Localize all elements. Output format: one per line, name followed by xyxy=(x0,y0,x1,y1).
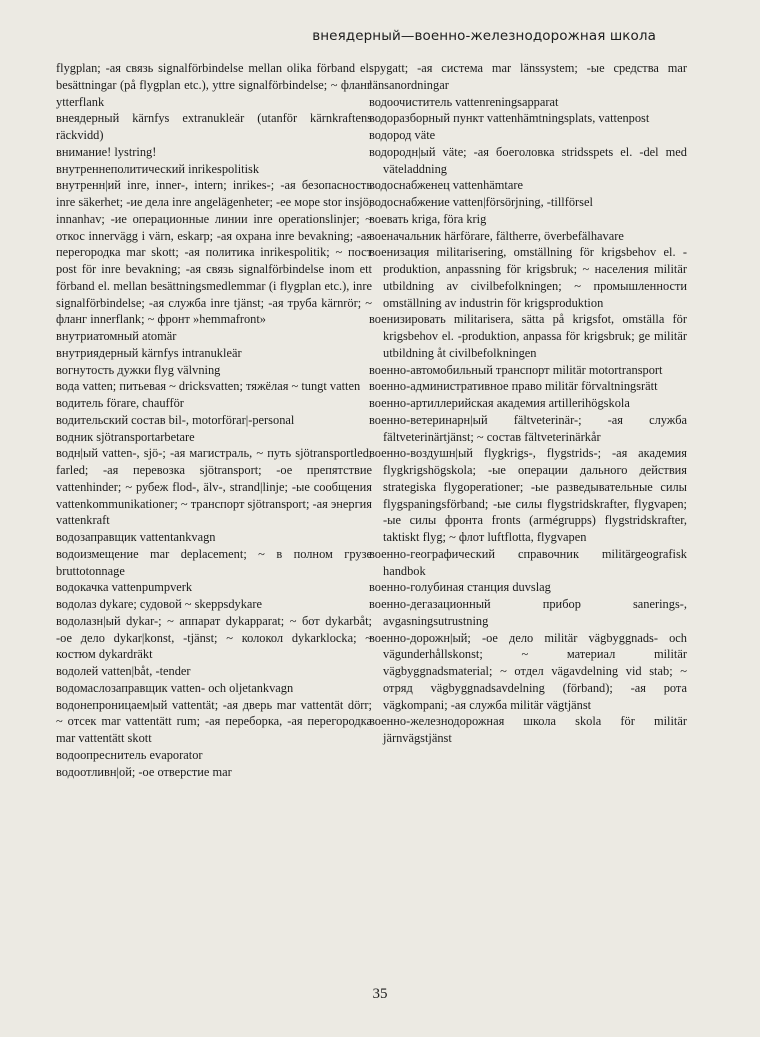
dictionary-entry: военно-административное право militär förvaltningsrätt xyxy=(369,379,658,394)
dictionary-entry: вогнутость дужки flyg välvning xyxy=(56,362,221,377)
dictionary-entry: водоразборный пункт vattenhämtningsplats, vattenpost xyxy=(369,111,650,126)
dictionary-entry: водоопреснитель evaporator xyxy=(56,747,203,762)
dictionary-entry: водитель förare, chaufför xyxy=(56,396,184,410)
dictionary-entry: вода vatten; питьевая ~ dricksvatten; тяжёлая ~ tungt vatten xyxy=(56,379,361,394)
dictionary-entry: водоизмещение mar deplacement; ~ в полном грузе bruttotonnage xyxy=(56,546,372,578)
dictionary-entry: внутриядерный kärnfys intranukleär xyxy=(56,345,242,360)
dictionary-entry: водолазн|ый dykar-; ~ аппарат dykapparat; ~ бот dykarbåt; -ое дело dykar|konst, -tjänst; ~ колокол dykarklocka; ~ костюм dykardräkt xyxy=(56,613,372,662)
dictionary-entry: военно-воздушн|ый flygkrigs-, flygstrids-; -ая академия flygkrigshögskola; -ые операции дального действия strategiska flygoperationer; -ые разведывательные силы flygspaningsförband; -ые силы flygstridskrafter, flygvapen; -ые силы фронта fronts (armégrupps) flygstridskrafter, taktiskt flyg; ~ флот luftflotta, flygvapen xyxy=(369,446,687,544)
left-column xyxy=(56,60,372,780)
dictionary-entry: военно-железнодорожная школа skola för militär järnvägstjänst xyxy=(369,714,687,745)
dictionary-entry: водород väte xyxy=(369,128,436,142)
dictionary-entry: внутриатомный atomär xyxy=(56,329,177,343)
dictionary-entry: военачальник härförare, fältherre, överbefälhavare xyxy=(369,228,624,243)
dictionary-entry: военно-географический справочник militärgeografisk handbok xyxy=(369,546,687,578)
right-column xyxy=(369,60,687,747)
dictionary-entry: военизировать militarisera, sätta på krigsfot, omställa för krigsbehov el. -produktion, anpassa för krigsbruk; ge militär utbildning åt civilbefolkningen xyxy=(369,312,687,360)
dictionary-entry: внимание! lystring! xyxy=(56,144,157,159)
dictionary-entry: водозаправщик vattentankvagn xyxy=(56,530,216,544)
dictionary-entry: водительский состав bil-, motorförar|-personal xyxy=(56,412,295,427)
dictionary-entry: внеядерный kärnfys extranukleär (utanför kärnkraftens räckvidd) xyxy=(56,111,372,142)
dictionary-entry: военно-голубиная станция duvslag xyxy=(369,580,551,595)
dictionary-entry: внутренн|ий inre, inner-, intern; inrikes-; -ая безопасность inre säkerhet; -ие дела inre angelägenheter; -ее море stor insjö, innanhav; -ие операционные линии inre operationslinjer; ~ откос innervägg i värn, eskarp; -ая охрана inre bevakning; -ая перегородка mar skott; -ая политика inrikespolitik; ~ пост post för inre bevakning; -ая связь signalförbindelse inom ett förband el. mellan besättningsmedlemmar (i flygplan etc.), inre signalförbindelse; -ая служба inre tjänst; -ая труба kärnrör; ~ фланг innerflank; ~ фронт »hemmafront» xyxy=(56,178,372,327)
dictionary-entry: водоснабжение vatten|försörjning, -tillförsel xyxy=(369,195,593,209)
dictionary-entry: военно-ветеринарн|ый fältveterinär-; -ая служба fältveterinärtjänst; ~ состав fältveterinärkår xyxy=(369,412,687,444)
dictionary-entry: военно-дорожн|ый; -ое дело militär vägbyggnads- och vägunderhållskonst; ~ материал militär vägbyggnadsmaterial; ~ отдел vägavdelning vid stab; ~ отряд vägbyggnadsavdelning (förband); -ая рота vägkompani; -ая служба militär vägtjänst xyxy=(369,630,687,712)
page-number: 35 xyxy=(372,986,388,1002)
running-head: внеядерный—военно-железнодорожная школа xyxy=(312,28,656,44)
dictionary-entry: водонепроницаем|ый vattentät; -ая дверь mar vattentät dörr; ~ отсек mar vattentätt rum; -ая переборка, -ая перегородка mar vattentätt skott xyxy=(56,697,372,745)
dictionary-entry: военно-автомобильный транспорт militär motortransport xyxy=(369,362,663,377)
dictionary-entry: водоснабженец vattenhämtare xyxy=(369,178,523,193)
dictionary-entry: водоотливн|ой; -ое отверстие mar xyxy=(56,764,232,779)
dictionary-entry: воевать kriga, föra krig xyxy=(369,211,487,226)
dictionary-entry: военно-артиллерийская академия artillerihögskola xyxy=(369,396,630,410)
dictionary-entry: водн|ый vatten-, sjö-; -ая магистраль, ~ путь sjötransportled, farled; -ая перевозка sjötransport; -ое препятствие vattenhinder; ~ рубеж flod-, älv-, strand|linje; -ые сообщения vattenkommunikationer; ~ транспорт sjötransport; -ая энергия vattenkraft xyxy=(56,446,372,528)
dictionary-entry: водородн|ый väte; -ая боеголовка stridsspets el. -del med väteladdning xyxy=(369,144,687,176)
dictionary-entry: внутреннеполитический inrikespolitisk xyxy=(56,161,260,176)
dictionary-entry: водомаслозаправщик vatten- och oljetankvagn xyxy=(56,680,294,695)
dictionary-entry: водокачка vattenpumpverk xyxy=(56,580,193,595)
dictionary-entry: водолей vatten|båt, -tender xyxy=(56,664,191,678)
dictionary-entry: водолаз dykare; судовой ~ skeppsdykare xyxy=(56,597,263,611)
dictionary-entry: flygplan; -ая связь signalförbindelse mellan olika förband el. besättningar (på flygplan etc.), yttre signalförbindelse; ~ фланг ytterflank xyxy=(56,61,372,109)
dictionary-entry: водоочиститель vattenreningsapparat xyxy=(369,94,559,109)
dictionary-entry: spygatt; -ая система mar länssystem; -ые средства mar länsanordningar xyxy=(369,61,687,92)
dictionary-entry: водник sjötransportarbetare xyxy=(56,429,195,444)
dictionary-entry: военизация militarisering, omställning för krigsbehov el. -produktion, anpassning för krigsbruk; ~ населения militär utbildning av civilbefolkningen; ~ промышленности omställning av industrin för krigsproduktion xyxy=(369,245,687,310)
dictionary-entry: военно-дегазационный прибор sanerings-, avgasningsutrustning xyxy=(369,597,687,628)
